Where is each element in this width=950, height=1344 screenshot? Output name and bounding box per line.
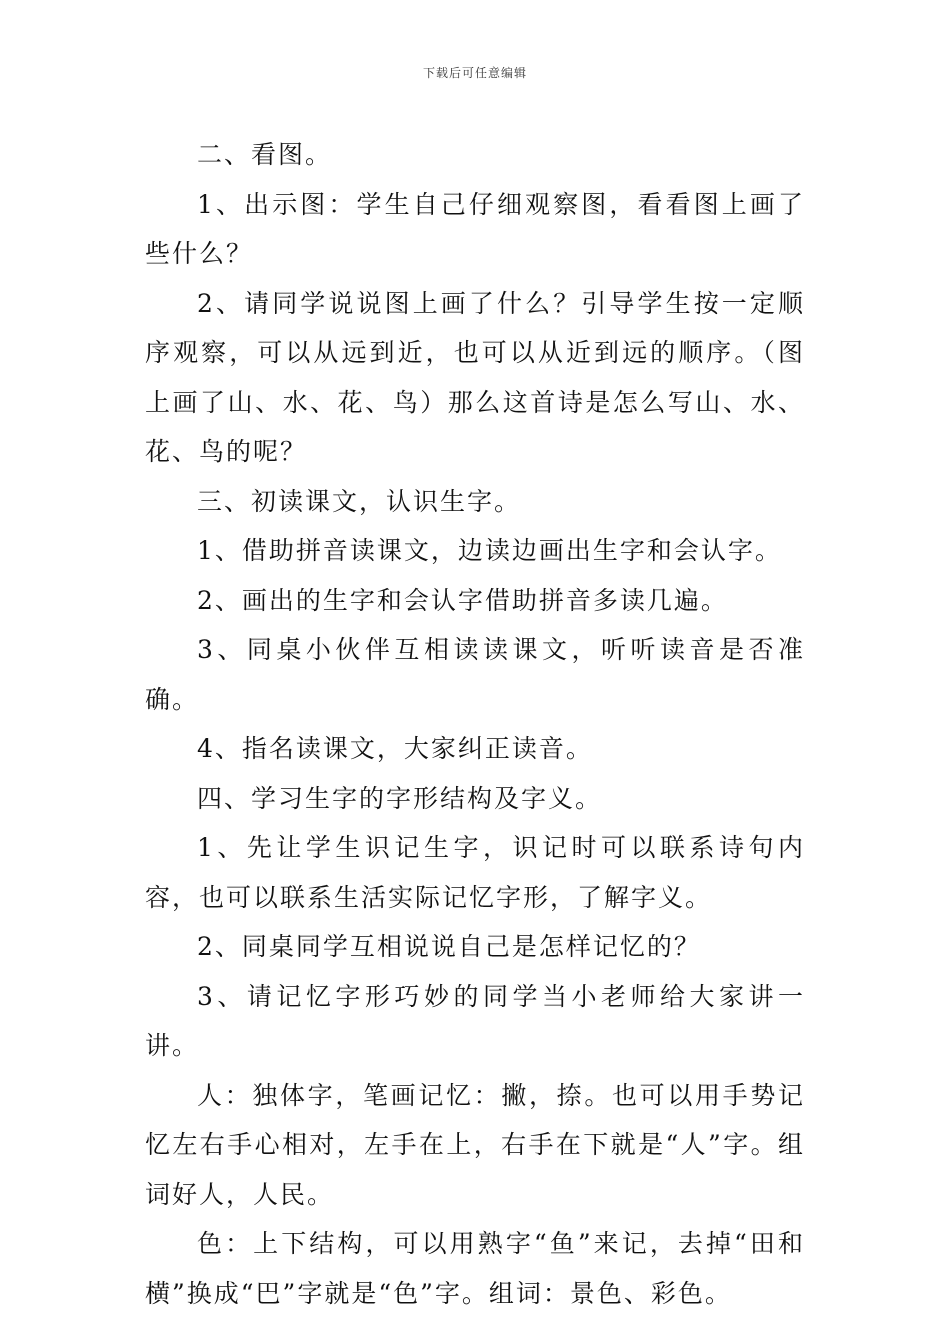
paragraph: 3、同桌小伙伴互相读读课文，听听读音是否准确。 (145, 635, 805, 714)
section-heading-first-reading: 三、初读课文，认识生字。 (197, 486, 522, 516)
section-heading-character-structure: 四、学习生字的字形结构及字义。 (197, 783, 603, 813)
paragraph: 1、出示图：学生自己仔细观察图，看看图上画了些什么？ (145, 189, 805, 268)
paragraph: 3、请记忆字形巧妙的同学当小老师给大家讲一讲。 (145, 981, 805, 1060)
paragraph: 色：上下结构，可以用熟字“鱼”来记，去掉“田和横”换成“巴”字就是“色”字。组词：景色、彩色。 (145, 1229, 805, 1308)
paragraph: 1、借助拼音读课文，边读边画出生字和会认字。 (197, 536, 782, 565)
paragraph: 4、指名读课文，大家纠正读音。 (197, 734, 593, 763)
paragraph: 2、请同学说说图上画了什么？引导学生按一定顺序观察，可以从远到近，也可以从近到远的顺序。（图上画了山、水、花、鸟）那么这首诗是怎么写山、水、花、鸟的呢？ (145, 288, 805, 466)
paragraph: 1、先让学生识记生字，识记时可以联系诗句内容，也可以联系生活实际记忆字形，了解字义。 (145, 833, 805, 912)
paragraph: 2、画出的生字和会认字借助拼音多读几遍。 (197, 585, 728, 615)
document-body (145, 130, 805, 1318)
section-heading-look-at-picture: 二、看图。 (197, 140, 333, 169)
paragraph: 2、同桌同学互相说说自己是怎样记忆的？ (197, 932, 701, 961)
page-header: 下载后可任意编辑 (422, 66, 527, 80)
paragraph: 人：独体字，笔画记忆：撇，捺。也可以用手势记忆左右手心相对，左手在上，右手在下就是“人”字。组词好人，人民。 (145, 1080, 805, 1209)
